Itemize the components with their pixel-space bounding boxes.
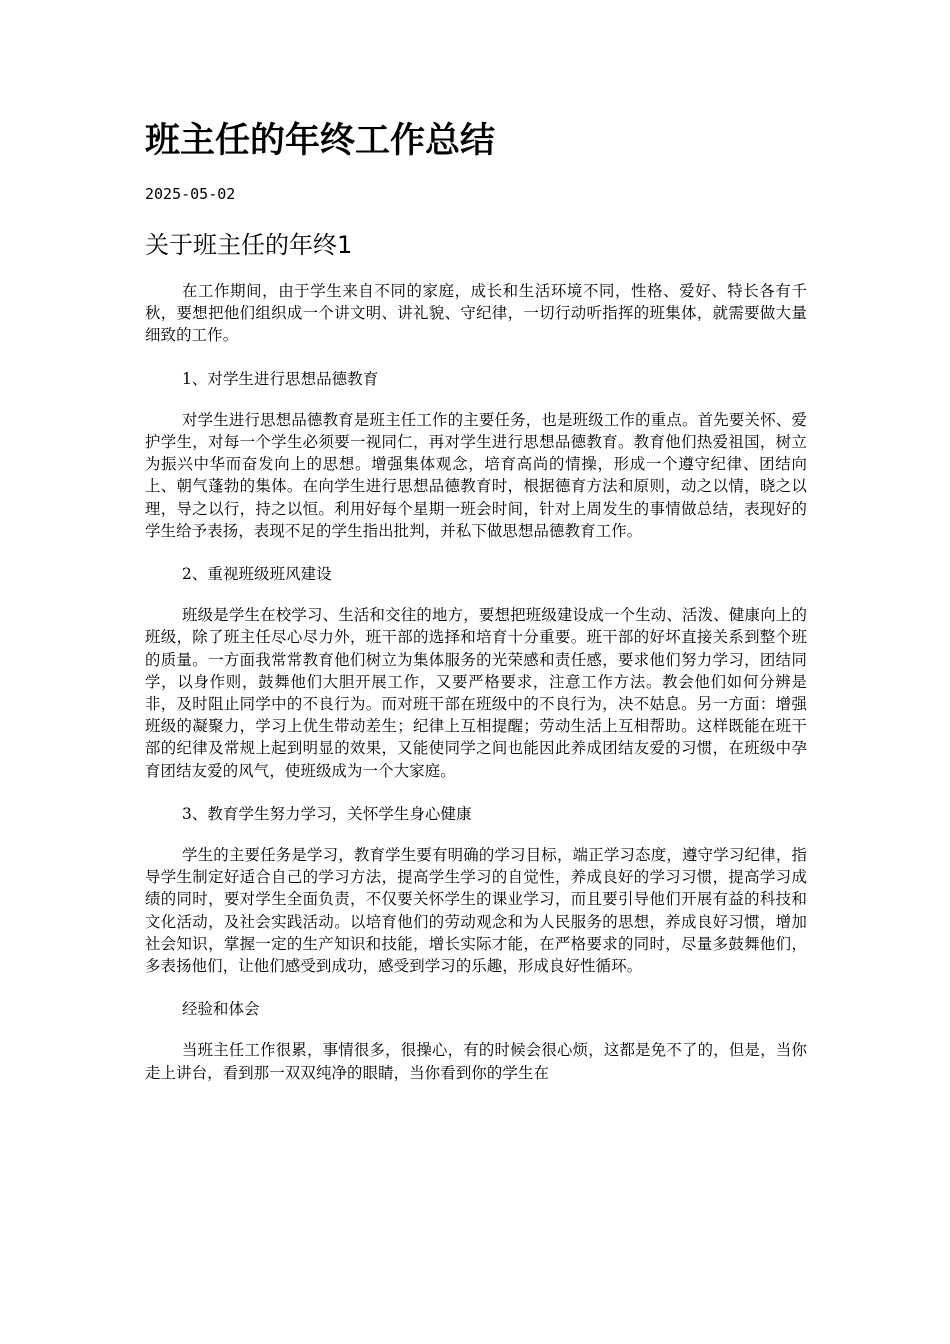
document-body bbox=[145, 280, 807, 1105]
subheading-class-culture: 2、重视班级班风建设 bbox=[181, 565, 332, 584]
experience-paragraph: 当班主任工作很累，事情很多，很操心，有的时候会很心烦，这都是免不了的，但是，当你走上讲台，看到那一双双纯净的眼睛，当你看到你的学生在 bbox=[145, 1041, 807, 1082]
class-culture-paragraph: 班级是学生在校学习、生活和交往的地方，要想把班级建设成一个生动、活泼、健康向上的班级，除了班主任尽心尽力外，班干部的选择和培育十分重要。班干部的好坏直接关系到整个班的质量。一方面我常常教育他们树立为集体服务的光荣感和责任感，要求他们努力学习，团结同学，以身作则，鼓舞他们大胆开展工作，又要严格要求，注意工作方法。教会他们如何分辨是非，及时阻止同学中的不良行为。而对班干部在班级中的不良行为，决不姑息。另一方面：增强班级的凝聚力，学习上优生带动差生；纪律上互相提醒；劳动生活上互相帮助。这样既能在班干部的纪律及常规上起到明显的效果，又能使同学之间也能因此养成团结友爱的习惯，在班级中孕育团结友爱的风气，使班级成为一个大家庭。 bbox=[145, 606, 807, 780]
intro-paragraph: 在工作期间，由于学生来自不同的家庭，成长和生活环境不同，性格、爱好、特长各有千秋，要想把他们组织成一个讲文明、讲礼貌、守纪律，一切行动听指挥的班集体，就需要做大量细致的工作。 bbox=[145, 282, 807, 345]
subheading-study-health: 3、教育学生努力学习，关怀学生身心健康 bbox=[181, 804, 472, 823]
section-title: 关于班主任的年终1 bbox=[145, 231, 353, 259]
study-health-paragraph: 学生的主要任务是学习，教育学生要有明确的学习目标，端正学习态度，遵守学习纪律，指导学生制定好适合自己的学习方法，提高学生学习的自觉性，养成良好的学习习惯，提高学习成绩的同时，要对学生全面负责，不仅要关怀学生的课业学习，而且要引导他们开展有益的科技和文化活动，及社会实践活动。以培育他们的劳动观念和为人民服务的思想，养成良好习惯，增加社会知识，掌握一定的生产知识和技能，增长实际才能，在严格要求的同时，尽量多鼓舞他们，多表扬他们，让他们感受到成功，感受到学习的乐趣，形成良好性循环。 bbox=[145, 846, 807, 976]
document-date: 2025-05-02 bbox=[145, 185, 236, 203]
subheading-experience: 经验和体会 bbox=[181, 1000, 260, 1019]
subheading-moral-education: 1、对学生进行思想品德教育 bbox=[181, 369, 379, 388]
moral-education-paragraph: 对学生进行思想品德教育是班主任工作的主要任务，也是班级工作的重点。首先要关怀、爱护学生，对每一个学生必须要一视同仁，再对学生进行思想品德教育。教育他们热爱祖国，树立为振兴中华而奋发向上的思想。增强集体观念，培育高尚的情操，形成一个遵守纪律、团结向上、朝气蓬勃的集体。在向学生进行思想品德教育时，根据德育方法和原则，动之以情，晓之以理，导之以行，持之以恒。利用好每个星期一班会时间，针对上周发生的事情做总结，表现好的学生给予表扬，表现不足的学生指出批判，并私下做思想品德教育工作。 bbox=[145, 410, 807, 540]
document-title: 班主任的年终工作总结 bbox=[145, 121, 496, 161]
